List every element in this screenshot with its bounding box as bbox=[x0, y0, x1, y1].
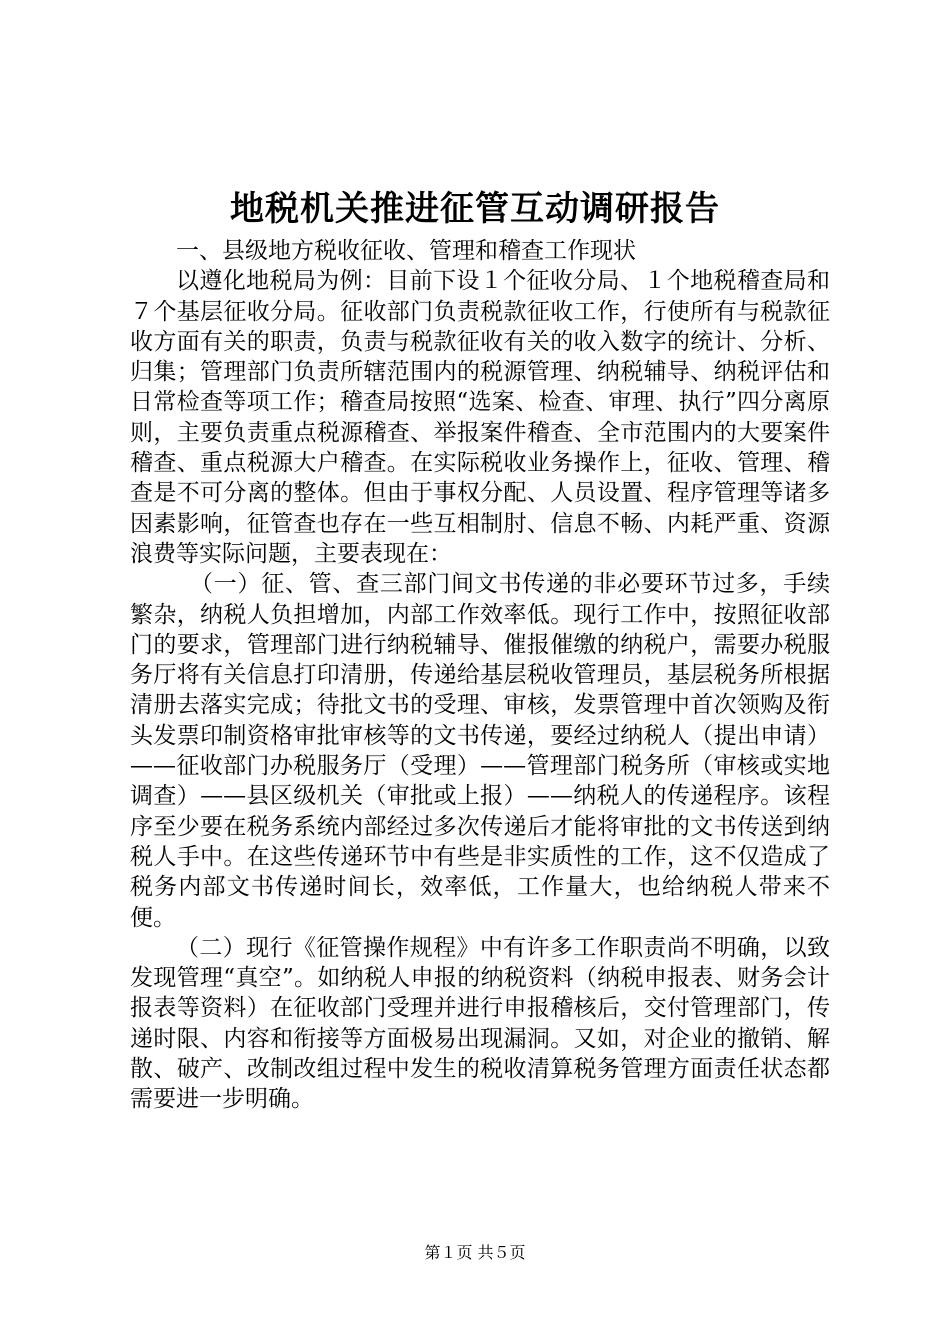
body-paragraph: 以遵化地税局为例：目前下设１个征收分局、１个地税稽查局和７个基层征收分局。征收部门负责税款征收工作，行使所有与税款征收方面有关的职责，负责与税款征收有关的收入数字的统计、分析、归集；管理部门负责所辖范围内的税源管理、纳税辅导、纳税评估和日常检查等项工作；稽查局按照“选案、检查、审理、执行”四分离原则，主要负责重点税源稽查、举报案件稽查、全市范围内的大要案件稽查、重点税源大户稽查。在实际税收业务操作上，征收、管理、稽查是不可分离的整体。但由于事权分配、人员设置、程序管理等诸多因素影响，征管查也存在一些互相制肘、信息不畅、内耗严重、资源浪费等实际问题，主要表现在： bbox=[130, 268, 830, 567]
document-title: 地税机关推进征管互动调研报告 bbox=[230, 189, 720, 229]
body-paragraph: （二）现行《征管操作规程》中有许多工作职责尚不明确，以致发现管理“真空”。如纳税人申报的纳税资料（纳税申报表、财务会计报表等资料）在征收部门受理并进行申报稽核后，交付管理部门，传递时限、内容和衔接等方面极易出现漏洞。又如，对企业的撤销、解散、破产、改制改组过程中发生的税收清算税务管理方面责任状态都需要进一步明确。 bbox=[130, 934, 830, 1113]
body-paragraph: （一）征、管、查三部门间文书传递的非必要环节过多，手续繁杂，纳税人负担增加，内部工作效率低。现行工作中，按照征收部门的要求，管理部门进行纳税辅导、催报催缴的纳税户，需要办税服务厅将有关信息打印清册，传递给基层税收管理员，基层税务所根据清册去落实完成；待批文书的受理、审核，发票管理中首次领购及衔头发票印制资格审批审核等的文书传递，要经过纳税人（提出申请）——征收部门办税服务厅（受理）——管理部门税务所（审核或实地调查）——县区级机关（审批或上报）——纳税人的传递程序。该程序至少要在税务系统内部经过多次传递后才能将审批的文书传送到纳税人手中。在这些传递环节中有些是非实质性的工作，这不仅造成了税务内部文书传递时间长，效率低，工作量大，也给纳税人带来不便。 bbox=[130, 571, 830, 931]
page-number-footer: 第１页 共５页 bbox=[424, 1243, 526, 1262]
section-heading: 一、县级地方税收征收、管理和稽查工作现状 bbox=[176, 238, 636, 264]
document-body bbox=[130, 236, 830, 1115]
